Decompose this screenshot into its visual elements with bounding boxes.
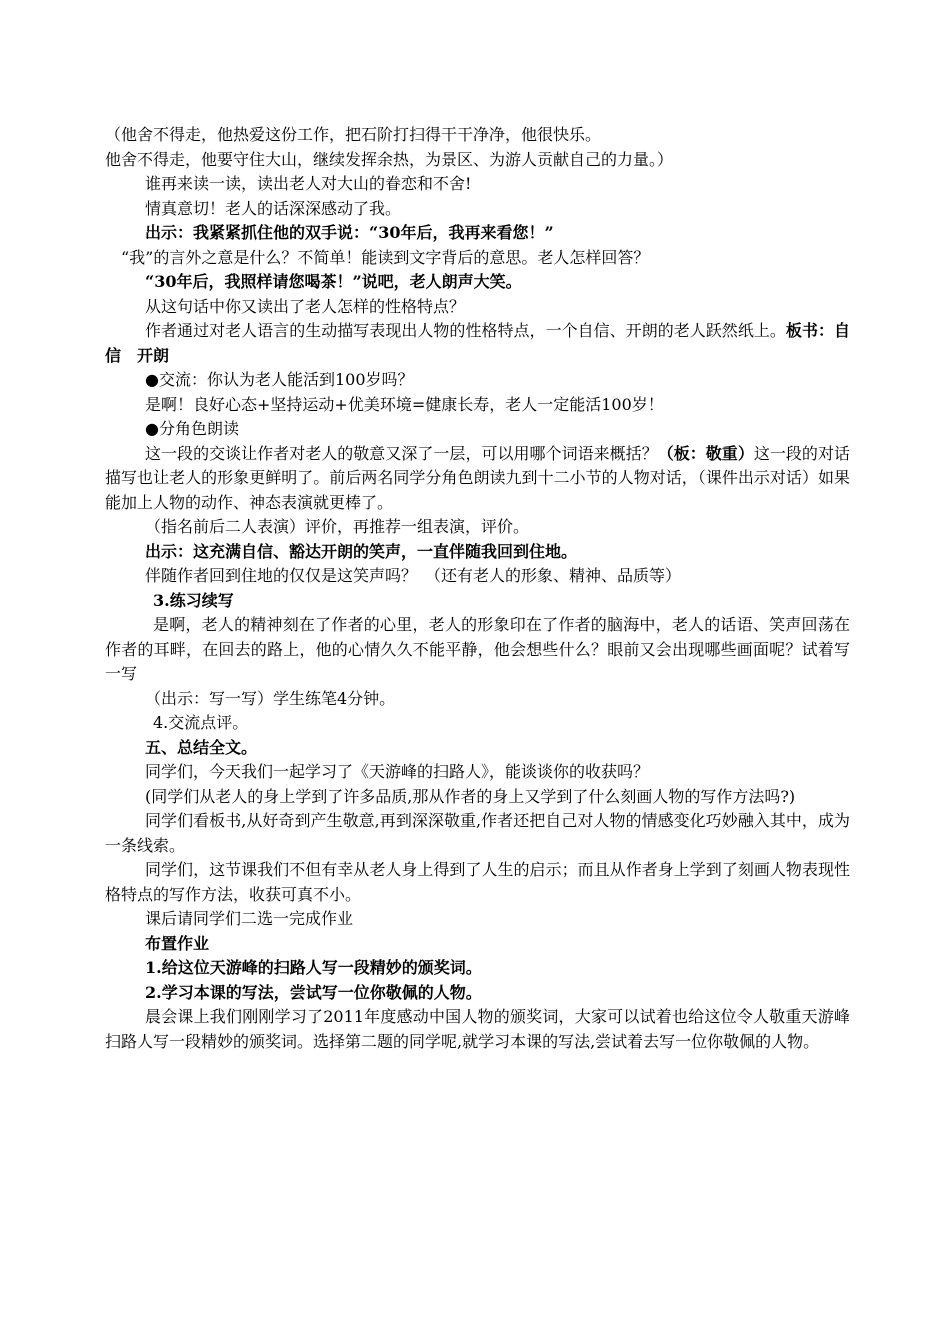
paragraph: 谁再来读一读，读出老人对大山的眷恋和不舍!: [145, 174, 472, 193]
paragraph-text: 作者通过对老人语言的生动描写表现出人物的性格特点，一个自信、开朗的老人跃然纸上。: [145, 321, 786, 340]
homework-item: 1.给这位天游峰的扫路人写一段精妙的颁奖词。: [145, 958, 482, 977]
paragraph: 伴随作者回到住地的仅仅是这笑声吗？ （还有老人的形象、精神、品质等）: [145, 566, 682, 585]
paragraph: 从这句话中你又读出了老人怎样的性格特点？: [145, 296, 466, 316]
paragraph: 同学们，今天我们一起学习了《天游峰的扫路人》，能谈谈你的收获吗？: [145, 762, 650, 781]
paragraph: 4.交流点评。: [153, 713, 249, 732]
section-heading: 3.练习续写: [153, 590, 234, 610]
paragraph: （指名前后二人表演）评价，再推荐一组表演，评价。: [145, 517, 530, 536]
paragraph-bold: 出示：我紧紧抓住他的双手说：“30年后，我再来看您！”: [145, 223, 554, 242]
paragraph-text: 这一段的交谈让作者对老人的敬意又深了一层，可以用哪个词语来概括？: [145, 443, 658, 463]
board-note: （板：敬重）: [657, 443, 754, 463]
section-heading: 五、总结全文。: [145, 737, 258, 757]
paragraph: （他舍不得走，他热爱这份工作，把石阶打扫得干干净净，他很快乐。: [105, 125, 602, 144]
paragraph: (同学们从老人的身上学到了许多品质,那从作者的身上又学到了什么刻画人物的写作方法吗?): [145, 786, 796, 806]
paragraph: 情真意切！老人的话深深感动了我。: [145, 198, 402, 218]
paragraph: 他舍不得走，他要守住大山，继续发挥余热，为景区、为游人贡献自己的力量。）: [105, 149, 674, 169]
paragraph: 课后请同学们二选一完成作业: [145, 909, 354, 928]
homework-item: 2.学习本课的写法，尝试写一位你敬佩的人物。: [145, 982, 482, 1002]
paragraph-bold: 出示：这充满自信、豁达开朗的笑声，一直伴随我回到住地。: [145, 541, 578, 561]
paragraph: 是啊！良好心态+坚持运动+优美环境=健康长寿，老人一定能活100岁！: [145, 394, 664, 414]
board-note: 板书：自信 开朗: [105, 321, 850, 365]
paragraph: 是啊，老人的精神刻在了作者的心里，老人的形象印在了作者的脑海中，老人的话语、笑声回荡在作者的耳畔，在回去的路上，他的心情久久不能平静，他会想些什么？眼前又会出现哪些画面呢？试着写一写: [105, 615, 850, 683]
paragraph: ●分角色朗读: [145, 419, 239, 438]
paragraph: 同学们，这节课我们不但有幸从老人身上得到了人生的启示；而且从作者身上学到了刻画人物表现性格特点的写作方法，收获可真不小。: [105, 860, 850, 904]
paragraph-text: 这一段的对话描写也让老人的形象更鲜明了。前后两名同学分角色朗读九到十二小节的人物对话，（课件出示对话）如果能加上人物的动作、神态表演就更棒了。: [105, 443, 850, 512]
paragraph: [105, 319, 850, 368]
paragraph: 晨会课上我们刚刚学习了2011年度感动中国人物的颁奖词，大家可以试着也给这位令人敬重天游峰扫路人写一段精妙的颁奖词。选择第二题的同学呢,就学习本课的写法,尝试着去写一位你敬佩的人物。: [105, 1007, 850, 1051]
section-heading: 布置作业: [145, 933, 210, 953]
document-body: [105, 123, 850, 1054]
paragraph: ●交流：你认为老人能活到100岁吗？: [145, 370, 414, 389]
paragraph-bold: “30年后，我照样请您喝茶！”说吧，老人朗声大笑。: [145, 272, 522, 291]
paragraph: [105, 442, 850, 516]
paragraph: 同学们看板书,从好奇到产生敬意,再到深深敬重,作者还把自己对人物的情感变化巧妙融入其中，成为一条线索。: [105, 811, 850, 855]
paragraph: （出示：写一写）学生练笔4分钟。: [145, 688, 396, 708]
paragraph: “我”的言外之意是什么？不简单！能读到文字背后的意思。老人怎样回答？: [121, 247, 650, 267]
